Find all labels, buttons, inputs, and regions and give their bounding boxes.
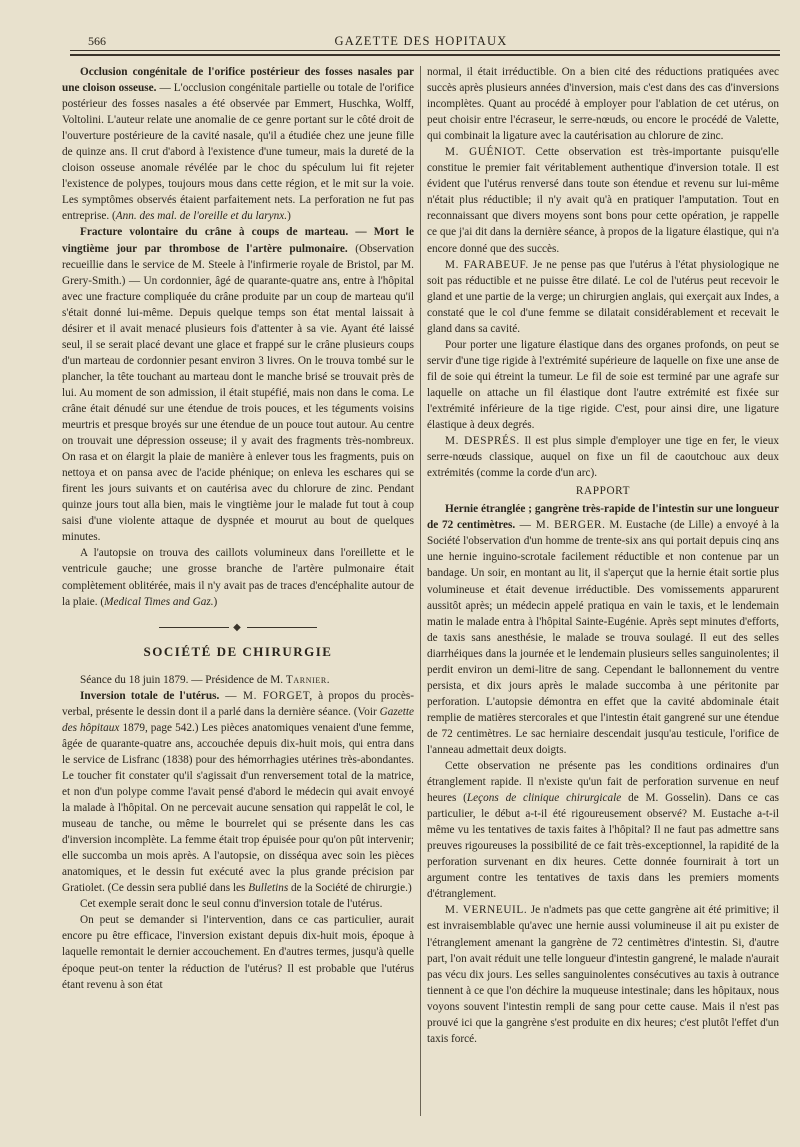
article-title: Occlusion congénitale de l'orifice postérieur des fosses nasales par une cloison osseuse. [62,66,414,95]
president-name: Tarnier. [285,673,331,686]
rapport-heading: RAPPORT [575,485,631,498]
paragraph: Pour porter une ligature élastique dans des organes profonds, on peut se servir d'une tige rigide à l'extrémité supérieure de laquelle on fixe une anse de fil de soie qui étreint la tumeur. Le fil de soie est terminé par une agrafe sur laquelle on attache un fil élastique dont l'autre extrémité est fixée sur l'extrémité inférieure de la tige rigide. C'est, pour ainsi dire, une ligature élastique à deux degrés. [427,338,779,432]
speaker-name: M. FARABEUF. [445,258,529,271]
article-title: Fracture volontaire du crâne à coups de marteau. — Mort le vingtième jour par thrombose de l'artère pulmonaire. [62,226,414,255]
paragraph: A l'autopsie on trouva des caillots volumineux dans l'oreillette et le ventricule gauche; une grosse branche de l'artère pulmonaire était complètement oblitérée, mais il n'y avait pas de traces d'encéphalite autour de la plaie. (Medical Times and Gaz.) [62,547,414,608]
article-occlusion: Occlusion congénitale de l'orifice postérieur des fosses nasales par une cloison osseuse. — L'occlusion congénitale partielle ou totale de l'orifice postérieur des fosses nasales a été observée par Emmert, Huschka, Wolff, Voltolini. L'auteur relate une anomalie de ce genre portant sur le côté droit de l'ouverture postérieure de la cavité nasale, qu'il a étudiée chez une jeune fille de quinze ans. Il crut d'abord à l'existence d'une tumeur, mais la dureté de la cloison osseuse anomale révélée par le choc du spéculum lui fit rejeter l'existence de polypes, toujours mous dans cette région, et le mit sur la voie. Les symptômes observés étaient parfaitement nets. La perforation ne fut pas entreprise. (Ann. des mal. de l'oreille et du larynx.) [62,66,414,223]
section-title: SOCIÉTÉ DE CHIRURGIE [143,643,333,659]
paragraph: Cette observation ne présente pas les conditions ordinaires d'un étranglement rapide. Il n'existe qu'un fait de perforation survenue en neuf heures (Leçons de clinique chirurgicale de M. Gosselin). Dans ce cas particulier, le début a-t-il été rigoureusement observé? M. Eustache a-t-il même vu les tentatives de taxis faites à l'hôpital? Il ne faut pas admettre sans preuves rigoureuses la possibilité de ce fait très-exceptionnel, la rapidité de la perforation survenant en dix heures. Cette donnée fournirait à tort un argument contre les tentatives de taxis dans les premiers moments d'étranglement. [427,760,779,901]
paragraph: normal, il était irréductible. On a bien cité des réductions pratiquées avec succès après plusieurs années d'inversion, mais c'est dans des cas d'inversions incomplètes. Quant au procédé à employer pour l'ablation de cet utérus, on peut choisir entre l'écraseur, le serre-nœuds, ou encore le procédé de Valette, qui combinait la ligature avec la cautérisation au chlorure de zinc. [427,66,779,143]
source-citation: Medical Times and Gaz. [104,595,214,608]
section-ornament: ◆ [62,620,414,636]
speaker-name: — M. FORGET, [219,689,313,702]
speaker-name: M. GUÉNIOT. [445,146,526,159]
intervention-farabeuf: M. FARABEUF. Je ne pense pas que l'utérus à l'état physiologique ne soit pas réductible et ne puisse être dilaté. Le col de l'utérus peut recevoir le gland et une partie de la verge; un chirurgien anglais, qui exerçait aux Indes, a constaté que le col d'une femme se dilatait considérablement et recevait le gland dans sa cavité. [427,258,779,335]
speaker-name: M. VERNEUIL. [445,904,528,917]
source-citation: Ann. des mal. de l'oreille et du larynx. [115,210,288,223]
speaker-name: — M. BERGER. [515,519,606,532]
source-citation: Leçons de clinique chirurgicale [466,792,622,805]
header-rule-thick [70,54,780,56]
column-divider [420,66,421,1116]
article-hernie: Hernie étranglée ; gangrène très-rapide de l'intestin sur une longueur de 72 centimètres. — M. BERGER. M. Eustache (de Lille) a envoyé à la Société l'observation d'un homme de trente-six ans qui portait depuis cinq ans une hernie inguino-scrotale facilement réductible et non contenue par un bandage. Un soir, en montant au lit, il s'aperçut que la hernie était sortie plus volumineuse et était devenue irréductible. Des vomissements apparurent aussitôt après; un médecin appelé pratiqua en vain le taxis, et le lendemain matin le malade entra à l'hôpital Sainte-Eugénie. Après sept minutes d'efforts, de taxis sans anesthésie, le malade se trouva soulagé. Il eut des selles diarrhéiques dans la journée et le lendemain plusieurs selles sanguinolentes; il perdit environ un demi-litre de sang. Cependant le ballonnement du ventre persista, et dix jours après le malade succomba à une péritonite par perforation. L'autopsie démontra en effet que la cavité abdominale était remplie de matières stercorales et que l'intestin était gangrené sur une étendue de 72 centimètres. Le sac herniaire descendait jusqu'au testicule, l'orifice de l'anneau admettait deux doigts. [427,503,779,756]
source-citation: Bulletins [248,882,289,895]
page-number: 566 [88,34,106,48]
paragraph: On peut se demander si l'intervention, dans ce cas particulier, aurait encore pu être efficace, l'inversion existant depuis dix-huit mois, époque à laquelle remontait le dernier accouchement. En d'autres termes, jusqu'à quelle époque peut-on tenter la réduction de l'utérus? Il est probable que l'utérus étant revenu à son état [62,914,414,991]
page-header [70,30,772,48]
intervention-gueniot: M. GUÉNIOT. Cette observation est très-importante puisqu'elle constitue le premier fait véritablement authentique d'inversion totale. Il est évident que l'utérus renversé dans toute son étendue et revenu sur lui-même n'était plus réductible; il n'y avait qu'à en pratiquer l'amputation. Tout en reconnaissant que divers moyens sont bons pour cette opération, je rappelle ce que j'ai dit dans la dernière séance, à propos de la ligature élastique, qui n'a encore donné que des succès. [427,146,779,255]
speaker-name: M. DESPRÉS. [445,435,520,448]
source-citation: Gazette des hôpitaux [62,705,414,734]
paragraph: Cet exemple serait donc le seul connu d'inversion totale de l'utérus. [80,898,383,911]
article-fracture: Fracture volontaire du crâne à coups de marteau. — Mort le vingtième jour par thrombose de l'artère pulmonaire. (Observation recueillie dans le service de M. Steele à l'infirmerie royale de Bristol, par M. Grery-Smith.) — Un cordonnier, âgé de quarante-quatre ans, entre à l'hôpital avec une fracture compliquée du crâne produite par un coup de marteau qu'il s'était donné lui-même. Depuis quelque temps son état mental laissait à désirer et il avait menacé plusieurs fois d'attenter à sa vie. Ayant été laissé seul, il se serait placé devant une glace et frappé sur le crâne plusieurs coups d'un marteau de cordonnier pesant environ 3 livres. On le trouva tombé sur le plancher, la tête touchant au marteau dont le manche brisé se trouvait près de lui. Au moment de son admission, il était stupéfié, mais non dans le coma. Le crâne était dénudé sur une étendue de trois pouces, et les téguments voisins meurtris et presque broyés sur une étendue de un pouce tout autour. Au centre on trouvait une dépression osseuse; il y avait des fragments très-nombreux. On rasa et on élargit la plaie de manière à enlever tous les fragments, puis on nettoya et on pansa avec de l'acide phénique; on enleva les eschares qui se firent les jours suivants et on cautérisa avec du chlorure de zinc. Pendant quinze jours tout alla bien, mais le vingtième jour le malade fut tout à coup saisi d'une violente attaque de dyspnée et mourut au bout de quelques minutes. [62,226,414,544]
session-line: Séance du 18 juin 1879. — Présidence de M. Tarnier. [80,673,331,686]
article-title: Inversion totale de l'utérus. [80,689,220,702]
intervention-despres: M. DESPRÉS. Il est plus simple d'employer une tige en fer, le vieux serre-nœuds classique, auquel on fixe un fil de caoutchouc aux deux extrémités (comme la corde d'un arc). [427,435,779,480]
header-rule [70,50,780,51]
journal-title: GAZETTE DES HOPITAUX [334,34,508,48]
article-title: Hernie étranglée ; gangrène très-rapide de l'intestin sur une longueur de 72 centimètres. [427,503,779,532]
article-inversion: Inversion totale de l'utérus. — M. FORGET, à propos du procès-verbal, présente le dessin dont il a parlé dans la dernière séance. (Voir Gazette des hôpitaux 1879, page 542.) Les pièces anatomiques venaient d'une femme, âgée de quarante-quatre ans, accouchée depuis dix-huit mois, qui entra dans le service de Lisfranc (1838) pour des hémorrhagies utérines très-abondantes. Le toucher fit constater qu'il s'agissait d'un renversement total de la matrice, et non d'un polype comme l'avait pensé d'abord le médecin qui avait envoyé la malade à l'hôpital. On ne percevait aucune sensation qui rappelât le col, le museau de tanche, ou même le bourrelet qui se présente dans les cas d'inversion incomplète. La femme était trop épuisée pour qu'on pût intervenir; elle succomba un mois après. A l'autopsie, on disséqua avec soin les pièces anatomiques, et le dessin fut exécuté avec la plus grande précision par Gratiolet. (Ce dessin sera publié dans les Bulletins de la Société de chirurgie.) [62,689,414,895]
intervention-verneuil: M. VERNEUIL. Je n'admets pas que cette gangrène ait été primitive; il est invraisemblable qu'avec une hernie aussi volumineuse il ait pu exister de l'étranglement amenant la gangrène de 72 centimètres d'intestin. Si, d'autre part, l'on avait réduit une telle longueur d'intestin gangrené, le malade n'aurait pas vécu dix jours. Les selles sanguinolentes consécutives au taxis à outrance tiennent à ce que l'on déchire la muqueuse intestinale; dans les hôpitaux, nous voyons souvent l'intestin rempli de sang pour cette cause. Mais il n'est pas prouvé ici que la gangrène s'est produite en dix heures; c'est plutôt l'effet d'un taxis forcé. [427,904,779,1045]
left-column [62,64,414,993]
right-column [427,64,779,1047]
